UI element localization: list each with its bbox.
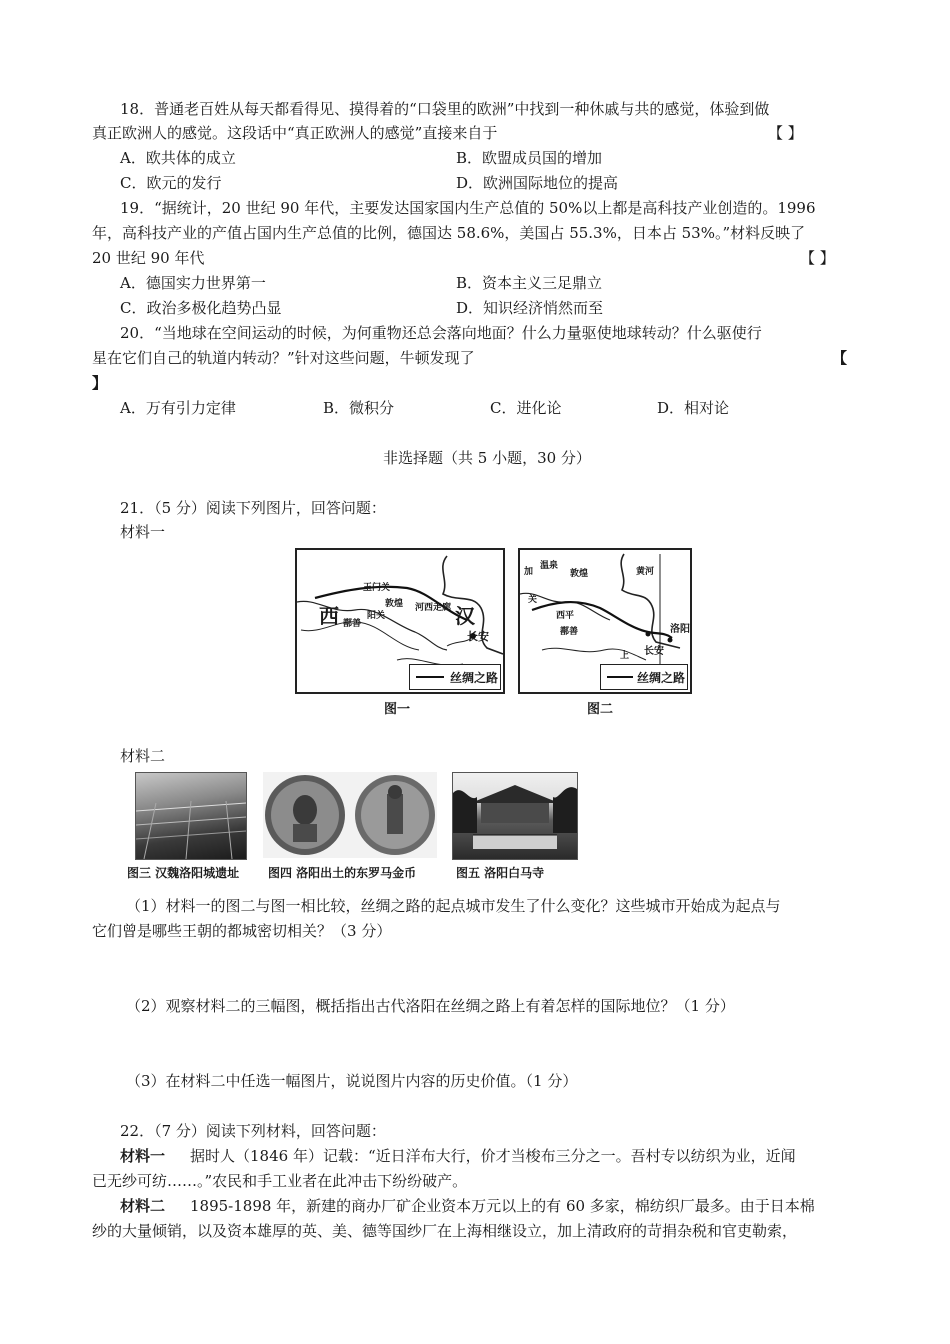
q19-answer-bracket: 【 】 [800,249,835,267]
q20-option-c: C．进化论 [490,399,562,417]
photo3-luoyang-ruins [135,772,247,860]
map1-label-dunhuang: 敦煌 [385,599,404,609]
photo5-temple-drawing [453,773,577,859]
q19-line3: 20 世纪 90 年代 [92,249,205,267]
map2-label-wenquan: 温泉 [540,561,559,571]
map2-legend [600,664,688,690]
figure2-caption: 图二 [587,702,614,717]
section-title: 非选择题（共 5 小题，30 分） [383,449,591,467]
q19-option-c: C．政治多极化趋势凸显 [120,299,282,317]
q19-option-d: D．知识经济悄然而至 [456,299,604,317]
map2-legend-arrow-icon [607,676,633,678]
q20-bracket-open: 【 [832,349,848,367]
figure2-silk-road-map [518,548,692,694]
q19-line1: 19．“据统计，20 世纪 90 年代，主要发达国家国内生产总值的 50%以上都是高科技产业创造的。1996 [120,199,816,217]
q18-option-c: C．欧元的发行 [120,174,222,192]
photo4-caption: 图四 洛阳出土的东罗马金币 [268,866,417,880]
map2-label-guan: 关 [528,595,538,605]
photo5-caption: 图五 洛阳白马寺 [456,866,545,880]
photo4-roman-coins [263,772,437,858]
q21-sub1-line1: （1）材料一的图二与图一相比较，丝绸之路的起点城市发生了什么变化？这些城市开始成为起点与 [126,897,781,915]
q20-line1: 20．“当地球在空间运动的时候，为何重物还总会落向地面？什么力量驱使地球转动？什么驱使行 [120,324,762,342]
q18-option-b: B．欧盟成员国的增加 [456,149,603,167]
photo3-texture [136,773,246,859]
photo4-coins-drawing [263,772,437,858]
q22-material2-label: 材料二 [120,1197,166,1215]
map1-label-yangguan: 阳关 [367,611,386,621]
q22-material1-line1: 据时人（1846 年）记载：“近日洋布大行，价才当梭布三分之一。吾村专以纺织为业，近闻 [190,1147,796,1165]
q22-material2-line1: 1895-1898 年，新建的商办厂矿企业资本万元以上的有 60 多家，棉纺织厂最多。由于日本棉 [190,1197,815,1215]
q20-option-a: A．万有引力定律 [120,399,236,417]
q20-line2: 星在它们自己的轨道内转动？”针对这些问题，牛顿发现了 [92,349,475,367]
figure1-silk-road-map [295,548,505,694]
map1-legend-arrow-icon [416,676,444,678]
map1-label-west: 西 [319,604,339,628]
q18-line1: 18．普通老百姓从每天都看得见、摸得着的“口袋里的欧洲”中找到一种休戚与共的感觉，体验到做 [120,100,770,118]
map2-label-xiping: 西平 [556,611,575,621]
q22-material1-label: 材料一 [120,1147,166,1165]
map2-label-river: 黄河 [636,567,655,577]
map2-label-changan: 长安 [644,646,664,657]
q20-option-d: D．相对论 [657,399,730,417]
q20-option-b: B．微积分 [323,399,395,417]
photo5-white-horse-temple [452,772,578,860]
q19-option-b: B．资本主义三足鼎立 [456,274,603,292]
q21-intro: 21．（5 分）阅读下列图片，回答问题： [120,499,386,517]
q21-sub1-line2: 它们曾是哪些王朝的都城密切相关？（3 分） [92,922,392,940]
map1-label-hexi: 河西走廊 [415,603,452,613]
map2-legend-label: 丝绸之路 [637,671,686,685]
map1-legend [409,664,501,690]
q18-option-d: D．欧洲国际地位的提高 [456,174,619,192]
q21-sub2: （2）观察材料二的三幅图，概括指出古代洛阳在丝绸之路上有着怎样的国际地位？（1 分） [126,997,735,1015]
map1-label-shanshan: 鄯善 [343,619,362,629]
q18-line2: 真正欧洲人的感觉。这段话中“真正欧洲人的感觉”直接来自于 [92,124,498,142]
map2-label-dunhuang: 敦煌 [570,569,589,579]
q22-material1-line2: 已无纱可纺……。”农民和手工业者在此冲击下纷纷破产。 [92,1172,468,1190]
q21-material1-label: 材料一 [120,523,166,541]
q19-line2: 年，高科技产业的产值占国内生产总值的比例，德国达 58.6%，美国占 55.3%，日本占 53%。”材料反映了 [92,224,806,242]
map1-legend-label: 丝绸之路 [450,671,499,685]
q18-answer-bracket: 【 】 [768,124,803,142]
q21-material2-label: 材料二 [120,747,166,765]
map1-label-yumen: 玉门关 [363,583,391,593]
q20-bracket-close: 】 [92,374,108,392]
q22-material2-line2: 纱的大量倾销，以及资本雄厚的英、美、德等国纱厂在上海相继设立，加上清政府的苛捐杂税和官吏勒索， [92,1222,798,1240]
map1-label-han: 汉 [455,604,475,628]
map2-label-jia: 加 [524,567,534,577]
q22-intro: 22．（7 分）阅读下列材料，回答问题： [120,1122,386,1140]
map2-label-shanshan: 鄯善 [560,627,579,637]
map2-label-shang: 上 [620,651,630,661]
q18-option-a: A．欧共体的成立 [120,149,236,167]
map1-label-changan: 长安 [467,630,489,643]
map2-label-luoyang: 洛阳 [670,624,690,635]
photo3-caption: 图三 汉魏洛阳城遗址 [127,866,240,880]
figure1-caption: 图一 [384,702,411,717]
q19-option-a: A．德国实力世界第一 [120,274,266,292]
q21-sub3: （3）在材料二中任选一幅图片，说说图片内容的历史价值。（1 分） [126,1072,578,1090]
